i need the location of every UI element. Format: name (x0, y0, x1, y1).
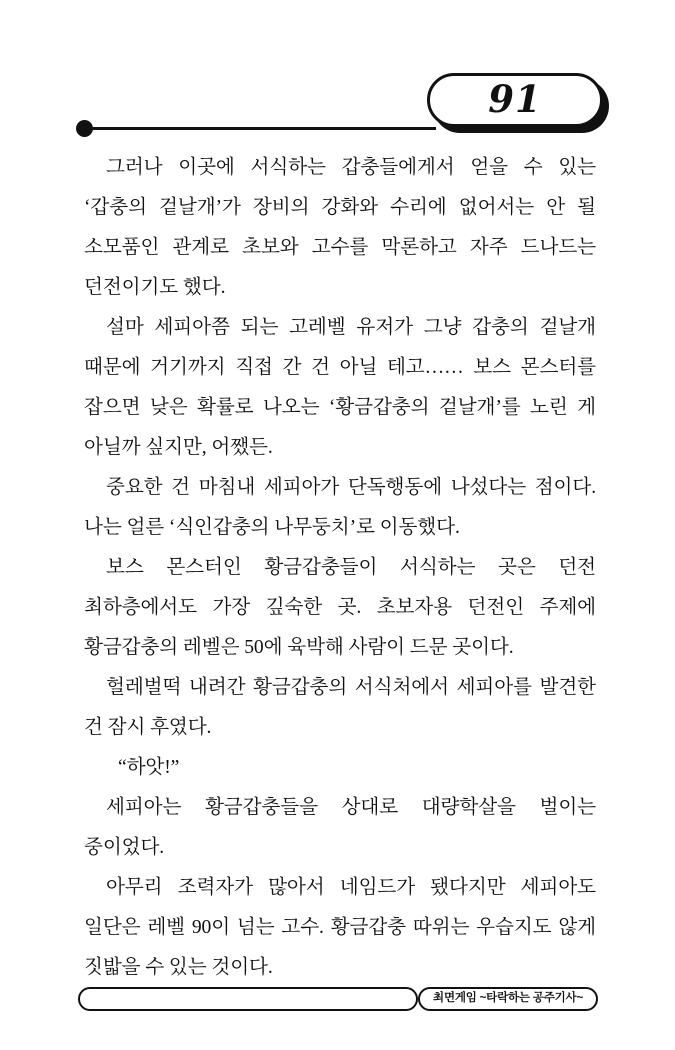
paragraph: 세피아는 황금갑충들을 상대로 대량학살을 벌이는 중이었다. (84, 797, 596, 858)
paragraph: 헐레벌떡 내려간 황금갑충의 서식처에서 세피아를 발견한 건 잠시 후였다. (84, 677, 596, 738)
body-text (84, 148, 596, 988)
horizontal-rule-icon (88, 127, 436, 130)
paragraph: 중요한 건 마침내 세피아가 단독행동에 나섰다는 점이다. 나는 얼른 ‘식인갑충의 나무둥치’로 이동했다. (84, 477, 596, 538)
page-header (0, 0, 675, 150)
paragraph: 설마 세피아쯤 되는 고레벨 유저가 그냥 갑충의 겉날개 때문에 거기까지 직접 간 건 아닐 테고…… 보스 몬스터를 잡으면 낮은 확률로 나오는 ‘황금갑충의 겉날개’를 노린 게 아닐까 싶지만, 어쨌든. (84, 317, 596, 458)
page-footer (0, 960, 675, 1050)
chapter-number: 91 (488, 77, 542, 121)
footer-bar (78, 987, 418, 1011)
paragraph: 보스 몬스터인 황금갑충들이 서식하는 곳은 던전 최하층에서도 가장 깊숙한 곳. 초보자용 던전인 주제에 황금갑충의 레벨은 50에 육박해 사람이 드문 곳이다. (84, 557, 596, 658)
paragraph: 아무리 조력자가 많아서 네임드가 됐다지만 세피아도 일단은 레벨 90이 넘는 고수. 황금갑충 따위는 우습지도 않게 짓밟을 수 있는 것이다. (84, 877, 596, 978)
filled-circle-bullet-icon (76, 120, 93, 137)
dialogue-line: “하앗!” (118, 757, 180, 778)
paragraph: 그러나 이곳에 서식하는 갑충들에게서 얻을 수 있는 ‘갑충의 겉날개’가 장비의 강화와 수리에 없어서는 안 될 소모품인 관계로 초보와 고수를 막론하고 자주 드나드는 던전이기도 했다. (84, 157, 596, 298)
book-title: 최면게임 ~타락하는 공주기사~ (433, 992, 583, 1004)
